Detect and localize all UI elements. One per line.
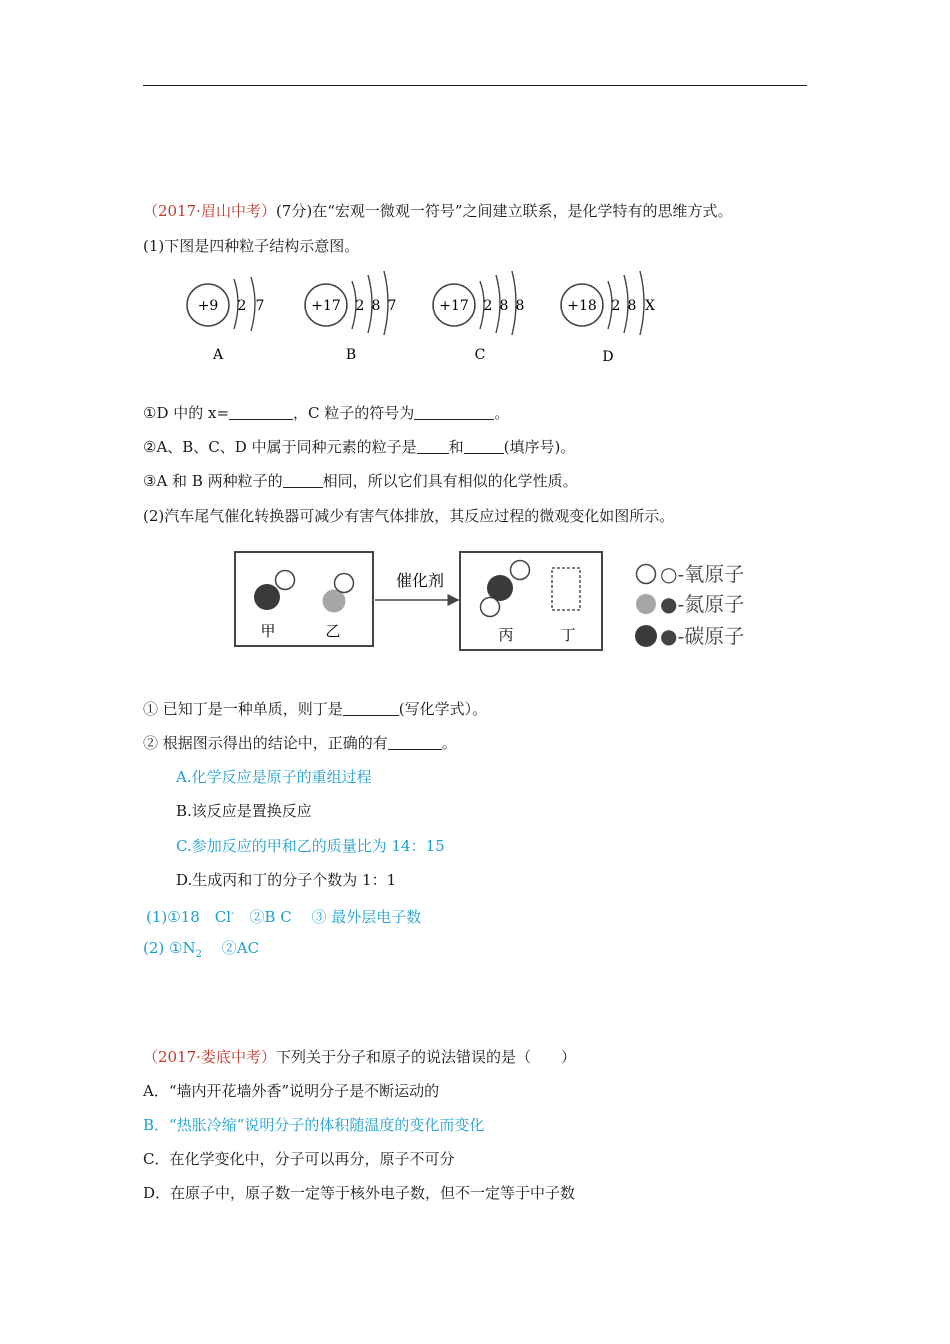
blank-correct-conclusions[interactable] [388, 735, 442, 750]
option-a: A.化学反应是原子的重组过程 [176, 768, 372, 786]
answer-part1 [146, 904, 421, 927]
unknown-product-box [552, 568, 580, 610]
blank-c-symbol[interactable] [414, 405, 494, 420]
q1-stem: (7分)在“宏观一微观一符号”之间建立联系，是化学特有的思维方式。 [275, 202, 733, 220]
q1-source: （2017·眉山中考） [143, 202, 276, 220]
blank-same-property[interactable] [283, 473, 323, 488]
label-jia: 甲 [260, 622, 276, 640]
atom-d-shell-1: 2 [611, 298, 621, 314]
option-d: D.生成丙和丁的分子个数为 1：1 [176, 871, 397, 889]
option-b: B.该反应是置换反应 [176, 802, 312, 820]
q2-option-d: D．在原子中，原子数一定等于核外电子数，但不一定等于中子数 [143, 1184, 576, 1202]
blank-same-element-1[interactable] [417, 439, 449, 454]
q1-p2-sub1-text-a: ① 已知丁是一种单质，则丁是 [143, 700, 343, 718]
atom-b-shell-3: 7 [387, 298, 397, 314]
atom-a-label: A [212, 347, 224, 363]
legend-carbon-label: ●-碳原子 [660, 624, 745, 648]
blank-same-element-2[interactable] [464, 439, 504, 454]
carbon-atom-icon [254, 584, 280, 610]
atom-d-label: D [602, 349, 614, 365]
oxygen-atom-icon [335, 574, 354, 593]
atom-a-shell-2: 7 [255, 298, 265, 314]
label-ding: 丁 [560, 626, 576, 644]
atom-c [433, 271, 524, 363]
atom-b-label: B [345, 347, 357, 363]
q1-sub1-text-b: ，C 粒子的符号为 [293, 404, 415, 422]
oxygen-atom-icon [481, 598, 500, 617]
q1-sub3-text-b: 相同，所以它们具有相似的化学性质。 [322, 472, 578, 490]
q1-p2-sub1-text-b: (写化学式）。 [398, 700, 488, 718]
atom-a [187, 277, 264, 363]
q1-sub2-text-c: (填序号)。 [503, 438, 576, 456]
q1-sub2 [143, 437, 575, 457]
q1-p2-sub2-text-b: 。 [441, 734, 457, 752]
q1-part2-line: (2)汽车尾气催化转换器可减少有害气体排放，其反应过程的微观变化如图所示。 [143, 507, 675, 525]
q2-stem-line [143, 1047, 576, 1067]
q1-stem-line [143, 201, 733, 221]
atom-b-shell-2: 8 [371, 298, 381, 314]
atom-c-shell-3: 8 [515, 298, 525, 314]
legend-carbon-icon [635, 625, 657, 647]
answer-part2-text-a: (2) ①N [143, 939, 196, 957]
atom-b-nucleus: +17 [311, 298, 341, 314]
answer-part2 [143, 938, 259, 965]
atom-structure-diagrams [150, 265, 690, 373]
atom-a-nucleus: +9 [197, 298, 219, 314]
answer-part1-text-a: (1)①18 Cl [146, 908, 232, 926]
q1-sub1-text-c: 。 [494, 404, 510, 422]
label-yi: 乙 [325, 622, 341, 640]
q1-sub3-text-a: ③A 和 B 两种粒子的 [143, 472, 283, 490]
atom-c-label: C [474, 347, 486, 363]
atom-c-shell-1: 2 [483, 298, 493, 314]
q2-option-b: B．“热胀冷缩”说明分子的体积随温度的变化而变化 [143, 1116, 485, 1134]
chloride-charge: - [231, 908, 235, 919]
legend-nitrogen-icon [636, 594, 656, 614]
q2-source: （2017·娄底中考） [143, 1048, 276, 1066]
nitrogen-subscript: 2 [195, 949, 202, 960]
legend-nitrogen-label: ●-氮原子 [660, 592, 745, 616]
q1-p2-sub2-text-a: ② 根据图示得出的结论中，正确的有 [143, 734, 388, 752]
oxygen-atom-icon [511, 561, 530, 580]
answer-part2-text-b: ②AC [201, 939, 260, 957]
q2-option-a: A．“墙内开花墙外香”说明分子是不断运动的 [143, 1082, 440, 1100]
answer-part1-text-b: ②B C ③ 最外层电子数 [234, 908, 422, 926]
option-c: C.参加反应的甲和乙的质量比为 14：15 [176, 837, 445, 855]
atom-c-nucleus: +17 [439, 298, 469, 314]
atom-d-shell-3: X [645, 298, 655, 314]
legend-oxygen-icon [637, 565, 656, 584]
q1-p2-sub1 [143, 699, 487, 719]
atom-d-shell-2: 8 [627, 298, 637, 314]
q1-part1-line: (1)下图是四种粒子结构示意图。 [143, 237, 360, 255]
atom-c-shell-2: 8 [499, 298, 509, 314]
blank-x-value[interactable] [229, 405, 293, 420]
q2-option-c: C．在化学变化中，分子可以再分，原子不可分 [143, 1150, 455, 1168]
label-bing: 丙 [498, 626, 514, 644]
q1-p2-sub2 [143, 733, 457, 753]
atom-d [561, 271, 655, 365]
header-rule [143, 85, 807, 86]
q1-sub1 [143, 403, 509, 423]
atom-d-nucleus: +18 [567, 298, 597, 314]
atom-b-shell-1: 2 [355, 298, 365, 314]
q1-sub1-text-a: ①D 中的 x= [143, 404, 230, 422]
atom-a-shell-1: 2 [237, 298, 247, 314]
reaction-micro-diagram [232, 548, 772, 658]
atom-b [305, 271, 396, 363]
legend-oxygen-label: ○-氧原子 [660, 562, 745, 586]
blank-ding-formula[interactable] [343, 701, 399, 716]
q1-sub3 [143, 471, 578, 491]
q1-sub2-text-b: 和 [448, 438, 464, 456]
q2-stem: 下列关于分子和原子的说法错误的是（ ） [275, 1048, 576, 1066]
q1-sub2-text-a: ②A、B、C、D 中属于同种元素的粒子是 [143, 438, 417, 456]
oxygen-atom-icon [276, 571, 295, 590]
catalyst-label: 催化剂 [395, 571, 445, 590]
